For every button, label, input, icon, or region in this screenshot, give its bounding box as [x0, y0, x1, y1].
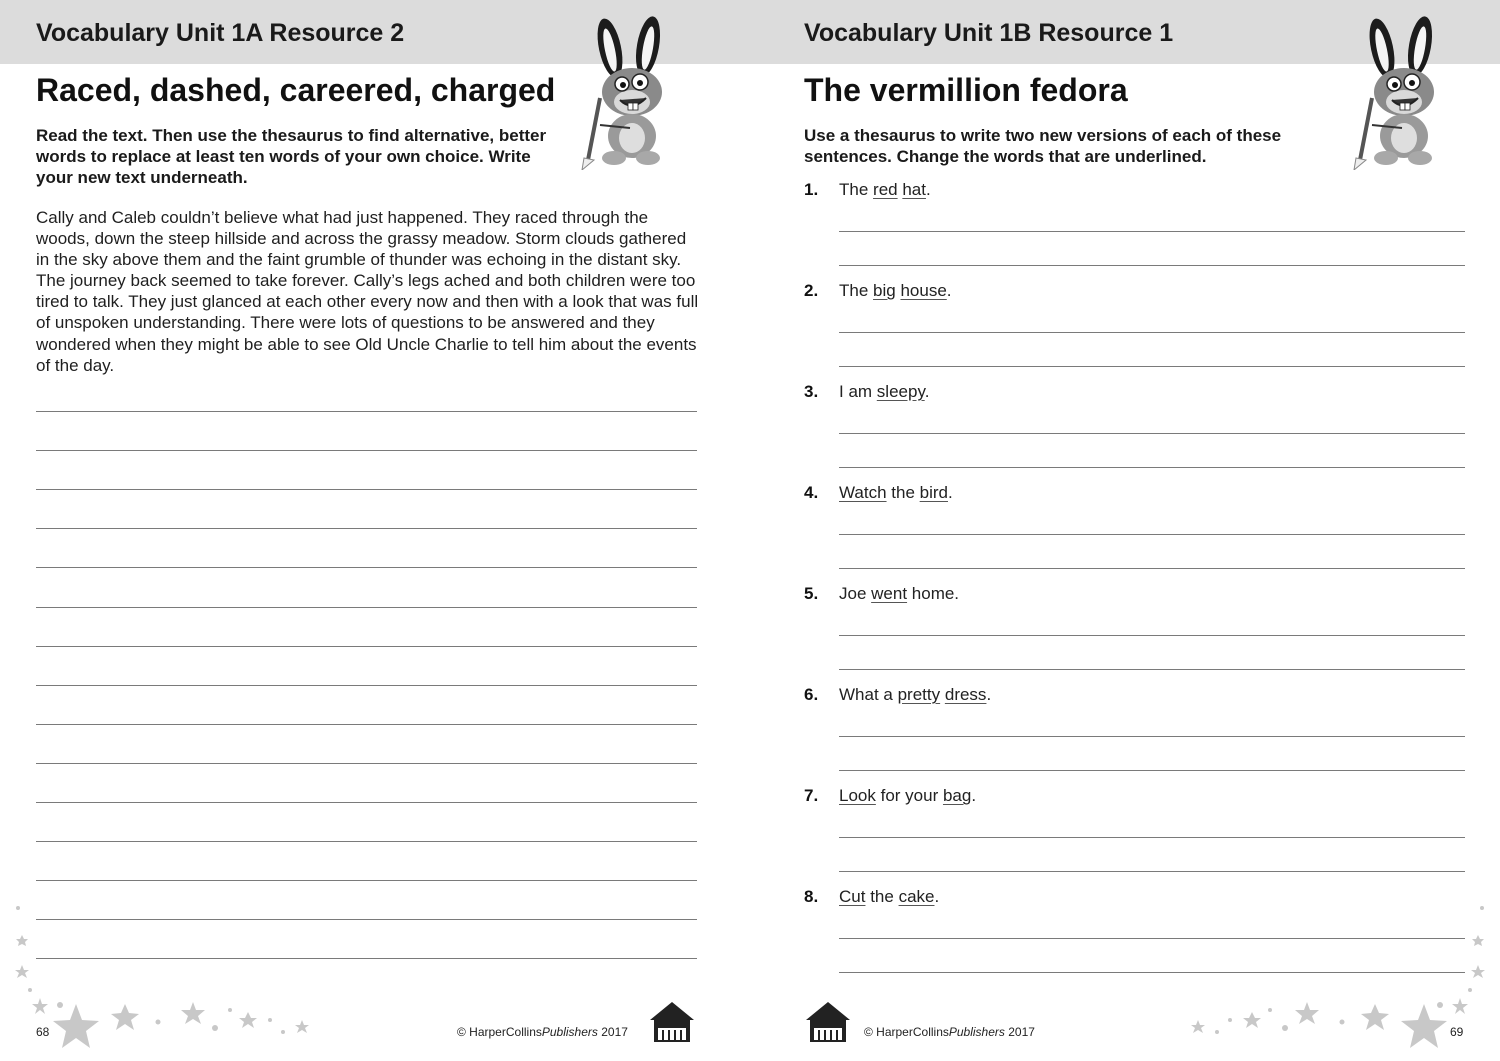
writing-line[interactable]: [36, 880, 697, 881]
underlined-word: hat: [902, 180, 926, 199]
instructions: Use a thesaurus to write two new versions of each of these sentences. Change the words that are underlined.: [804, 126, 1282, 166]
underlined-word: dress: [944, 685, 987, 704]
sentence-fragment: The: [839, 281, 874, 300]
writing-line[interactable]: [36, 958, 697, 959]
answer-line[interactable]: [839, 366, 1465, 367]
sentence-fragment: home.: [907, 584, 960, 603]
sentence-fragment: .: [924, 382, 930, 401]
underlined-word: Watch: [839, 483, 887, 502]
sentence-fragment: the: [886, 483, 920, 502]
question-number: 5.: [804, 584, 819, 603]
page-number: 68: [36, 1025, 50, 1039]
question-number: 3.: [804, 382, 819, 401]
unit-title: Vocabulary Unit 1A Resource 2: [36, 19, 405, 47]
underlined-word: sleepy: [876, 382, 925, 401]
treasure-house-logo-icon: [648, 1000, 696, 1044]
answer-line[interactable]: [839, 736, 1465, 737]
answer-line[interactable]: [839, 231, 1465, 232]
answer-line[interactable]: [839, 433, 1465, 434]
underlined-word: cake: [898, 887, 935, 906]
page-number: 69: [1450, 1025, 1464, 1039]
writing-line[interactable]: [36, 411, 697, 412]
writing-line[interactable]: [36, 724, 697, 725]
writing-line[interactable]: [36, 763, 697, 764]
answer-line[interactable]: [839, 938, 1465, 939]
answer-line[interactable]: [839, 837, 1465, 838]
unit-title: Vocabulary Unit 1B Resource 1: [804, 19, 1174, 47]
sentence-fragment: I am: [839, 382, 877, 401]
question-number: 7.: [804, 786, 819, 805]
underlined-word: house: [900, 281, 947, 300]
question-number: 8.: [804, 887, 819, 906]
sentence-fragment: Joe: [839, 584, 872, 603]
answer-line[interactable]: [839, 265, 1465, 266]
writing-line[interactable]: [36, 685, 697, 686]
copyright: © HarperCollinsPublishers 2017: [457, 1025, 628, 1039]
underlined-word: bird: [919, 483, 948, 502]
underlined-word: Look: [839, 786, 876, 805]
writing-line[interactable]: [36, 607, 697, 608]
writing-line[interactable]: [36, 450, 697, 451]
copyright: © HarperCollinsPublishers 2017: [864, 1025, 1035, 1039]
sentence-fragment: .: [971, 786, 977, 805]
sentence-fragment: for your: [875, 786, 943, 805]
underlined-word: big: [873, 281, 896, 300]
question-sentence: [839, 281, 952, 301]
writing-line[interactable]: [36, 919, 697, 920]
question-sentence: [839, 685, 991, 705]
page-heading: The vermillion fedora: [804, 72, 1128, 108]
sentence-fragment: the: [865, 887, 899, 906]
page-heading: Raced, dashed, careered, charged: [36, 72, 556, 108]
answer-line[interactable]: [839, 467, 1465, 468]
answer-line[interactable]: [839, 534, 1465, 535]
sentence-fragment: What a: [839, 685, 898, 704]
question-number: 2.: [804, 281, 819, 300]
answer-line[interactable]: [839, 770, 1465, 771]
sentence-fragment: .: [925, 180, 931, 199]
writing-line[interactable]: [36, 567, 697, 568]
question-number: 1.: [804, 180, 819, 199]
question-sentence: [839, 584, 959, 604]
sentence-fragment: .: [934, 887, 940, 906]
question-number: 6.: [804, 685, 819, 704]
answer-line[interactable]: [839, 669, 1465, 670]
underlined-word: bag: [942, 786, 972, 805]
question-sentence: [839, 483, 953, 503]
underlined-word: pretty: [897, 685, 941, 704]
rabbit-mascot-icon: [1342, 10, 1442, 170]
instructions: Read the text. Then use the thesaurus to find alternative, better words to replace at least ten words of your own choice. Write your new text underneath.: [36, 126, 547, 187]
answer-line[interactable]: [839, 332, 1465, 333]
sentence-fragment: .: [946, 281, 952, 300]
underlined-word: red: [873, 180, 898, 199]
sentence-fragment: The: [839, 180, 874, 199]
answer-line[interactable]: [839, 568, 1465, 569]
answer-line[interactable]: [839, 635, 1465, 636]
question-sentence: [839, 887, 939, 907]
treasure-house-logo-icon: [804, 1000, 852, 1044]
writing-line[interactable]: [36, 489, 697, 490]
writing-line[interactable]: [36, 646, 697, 647]
sentence-fragment: .: [948, 483, 953, 502]
rabbit-mascot-icon: [570, 10, 670, 170]
writing-line[interactable]: [36, 802, 697, 803]
story-text: Cally and Caleb couldn’t believe what had just happened. They raced through the woods, down the steep hillside and across the grassy meadow. Storm clouds gathered in the sky above them and the faint grumble of thunder was echoing in the distant sky. The journey back seemed to take forever. Cally’s legs ached and both children were too tired to talk. They just glanced at each other every now and then with a look that was full of unspoken understanding. There were lots of questions to be answered and they wondered when they might be able to see Old Uncle Charlie to tell him about the events of the day.: [36, 208, 699, 375]
sentence-fragment: .: [986, 685, 992, 704]
right-page: [750, 0, 1500, 1061]
underlined-word: Cut: [839, 887, 866, 906]
writing-line[interactable]: [36, 528, 697, 529]
question-sentence: [839, 382, 929, 402]
question-number: 4.: [804, 483, 819, 502]
answer-line[interactable]: [839, 972, 1465, 973]
underlined-word: went: [871, 584, 908, 603]
writing-line[interactable]: [36, 841, 697, 842]
question-sentence: [839, 786, 976, 806]
question-sentence: [839, 180, 931, 200]
answer-line[interactable]: [839, 871, 1465, 872]
